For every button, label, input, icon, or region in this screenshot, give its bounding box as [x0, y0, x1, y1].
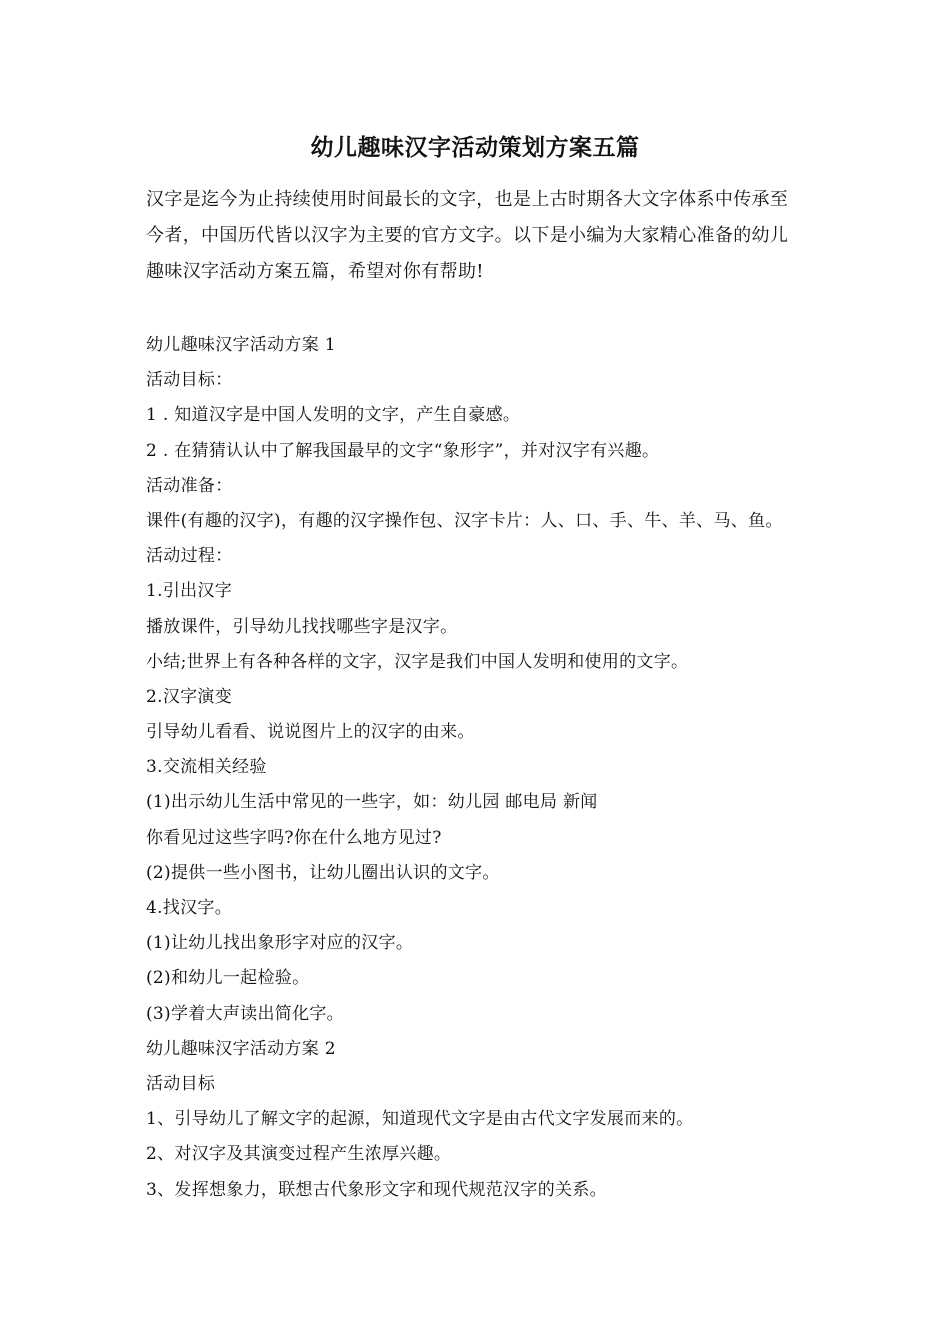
- body-line: 2、对汉字及其演变过程产生浓厚兴趣。: [146, 1144, 452, 1165]
- document-title: 幼儿趣味汉字活动策划方案五篇: [310, 134, 640, 161]
- subheading: 活动过程：: [146, 546, 233, 567]
- body-line: 小结;世界上有各种各样的文字，汉字是我们中国人发明和使用的文字。: [146, 651, 689, 672]
- document-body: [146, 328, 826, 1208]
- subheading: 活动目标：: [146, 370, 233, 391]
- intro-line: 汉字是迄今为止持续使用时间最长的文字，也是上古时期各大文字体系中传承至: [146, 189, 789, 210]
- body-line: 2.汉字演变: [146, 686, 233, 707]
- section-heading: 幼儿趣味汉字活动方案 2: [146, 1038, 336, 1059]
- body-line: (2)和幼儿一起检验。: [146, 968, 310, 989]
- section-heading: 幼儿趣味汉字活动方案 1: [146, 335, 336, 355]
- intro-paragraph: [146, 182, 814, 290]
- body-line: 2 . 在猜猜认认中了解我国最早的文字“象形字”，并对汉字有兴趣。: [146, 440, 660, 461]
- body-line: 1 . 知道汉字是中国人发明的文字，产生自豪感。: [146, 405, 521, 426]
- body-line: 4.找汉字。: [146, 898, 233, 918]
- body-line: (2)提供一些小图书，让幼儿圈出认识的文字。: [146, 862, 500, 883]
- body-line: (1)出示幼儿生活中常见的一些字，如：幼儿园 邮电局 新闻: [146, 792, 598, 813]
- body-line: 你看见过这些字吗?你在什么地方见过?: [146, 827, 442, 848]
- intro-line: 趣味汉字活动方案五篇，希望对你有帮助!: [146, 261, 484, 282]
- body-line: (3)学着大声读出简化字。: [146, 1003, 344, 1024]
- body-line: (1)让幼儿找出象形字对应的汉字。: [146, 933, 414, 954]
- body-line: 1、引导幼儿了解文字的起源，知道现代文字是由古代文字发展而来的。: [146, 1109, 694, 1130]
- body-line: 3.交流相关经验: [146, 757, 267, 778]
- body-line: 3、发挥想象力，联想古代象形文字和现代规范汉字的关系。: [146, 1179, 607, 1200]
- body-line: 1.引出汉字: [146, 581, 233, 602]
- intro-line: 今者，中国历代皆以汉字为主要的官方文字。以下是小编为大家精心准备的幼儿: [146, 225, 789, 246]
- subheading: 活动目标: [146, 1073, 216, 1094]
- body-line: 引导幼儿看看、说说图片上的汉字的由来。: [146, 722, 475, 743]
- body-line: 课件(有趣的汉字)，有趣的汉字操作包、汉字卡片：人、口、手、牛、羊、马、鱼。: [146, 510, 783, 531]
- subheading: 活动准备：: [146, 475, 233, 496]
- body-line: 播放课件，引导幼儿找找哪些字是汉字。: [146, 616, 458, 637]
